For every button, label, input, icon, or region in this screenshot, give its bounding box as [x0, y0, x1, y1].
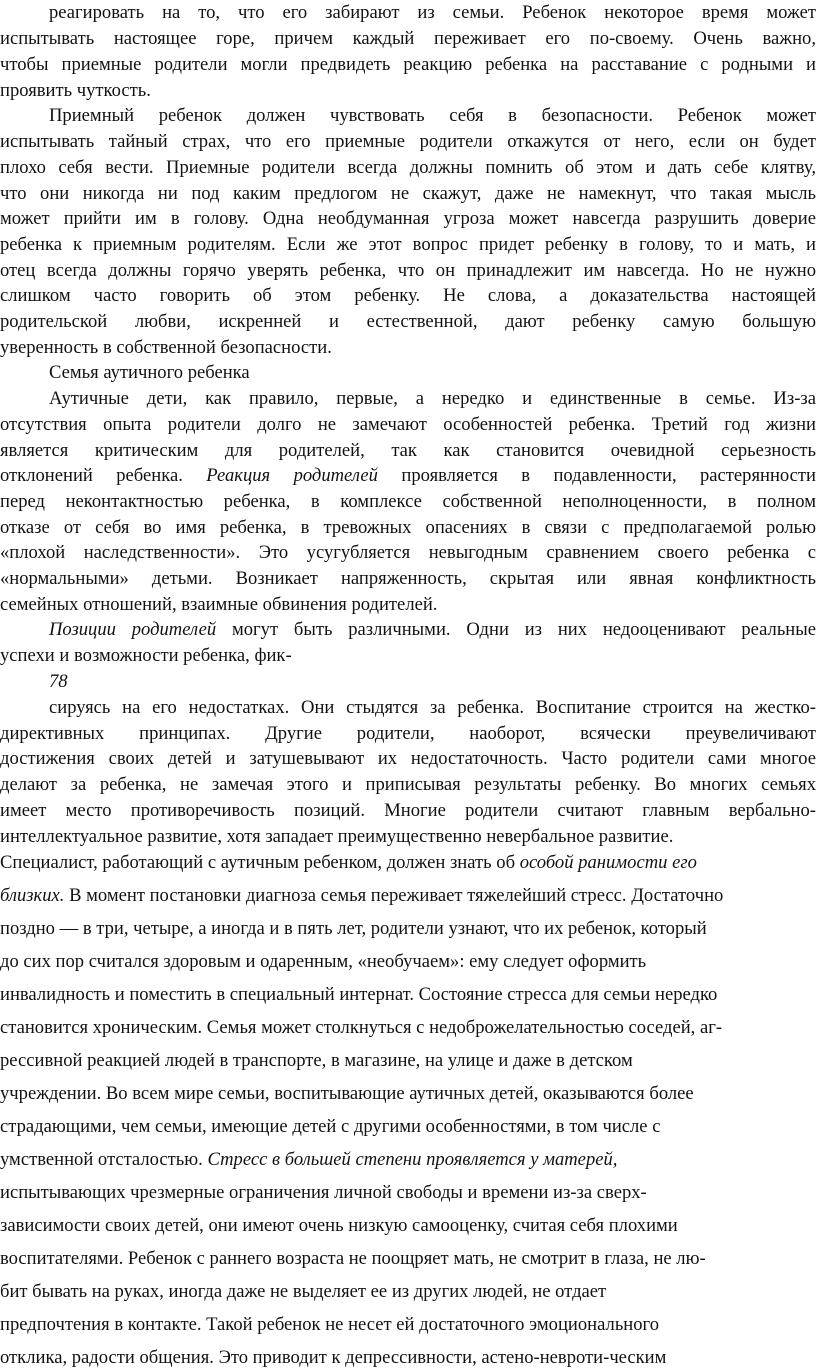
text-line: директивных принципах. Другие родители, наоборот, всячески преувеличивают	[0, 723, 816, 744]
text-line: бит бывать на руках, иногда даже не выделяет ее из других людей, не отдает	[0, 1281, 607, 1302]
text-line: Позиции родителей могут быть различными. Одни из них недооценивают реальные	[49, 619, 816, 640]
text-line: сируясь на его недостатках. Они стыдятся за ребенка. Воспитание строится на жестко-	[49, 697, 816, 718]
italic-term: Позиции родителей	[49, 619, 217, 640]
text-line: испытывающих чрезмерные ограничения личной свободы и времени из-за сверх-	[0, 1182, 647, 1203]
italic-term: Реакция родителей	[206, 465, 378, 486]
italic-term: близких.	[0, 885, 65, 906]
text-line: инвалидность и поместить в специальный интернат. Состояние стресса для семьи нередко	[0, 984, 718, 1005]
text-line: отклонений ребенка. Реакция родителей проявляется в подавленности, растерянности	[0, 465, 816, 486]
text-line: Аутичные дети, как правило, первые, а нередко и единственные в семье. Из-за	[49, 388, 816, 409]
text-line: плохо себя вести. Приемные родители всегда должны помнить об этом и дать себе клятву,	[0, 157, 816, 178]
text-line: ребенка к приемным родителям. Если же этот вопрос придет ребенку в голову, то и мать, и	[0, 234, 816, 255]
page-number: 78	[49, 671, 68, 692]
text-line: отсутствия опыта родители долго не замечают особенностей ребенка. Третий год жизни	[0, 414, 816, 435]
text-line: страдающими, чем семьи, имеющие детей с другими особенностями, в том числе с	[0, 1116, 661, 1137]
text-line: испытывать тайный страх, что его приемные родители откажутся от него, если он будет	[0, 131, 816, 152]
text-line: может прийти им в голову. Одна необдуманная угроза может навсегда разрушить доверие	[0, 208, 816, 229]
text-line: предпочтения в контакте. Такой ребенок не несет ей достаточного эмоционального	[0, 1314, 660, 1335]
section-heading: Семья аутичного ребенка	[49, 362, 250, 383]
text-line: до сих пор считался здоровым и одаренным, «необучаем»: ему следует оформить	[0, 951, 647, 972]
text-line: уверенность в собственной безопасности.	[0, 337, 332, 358]
text-line: Специалист, работающий с аутичным ребенком, должен знать об особой ранимости его	[0, 852, 697, 873]
text-line: слишком часто говорить об этом ребенку. Не слова, а доказательства настоящей	[0, 285, 816, 306]
text-line: рессивной реакцией людей в транспорте, в магазине, на улице и даже в детском	[0, 1050, 633, 1071]
text-line: чтобы приемные родители могли предвидеть реакцию ребенка на расставание с родными и	[0, 54, 816, 75]
text-line: становится хроническим. Семья может столкнуться с недоброжелательностью соседей, аг-	[0, 1017, 723, 1038]
text-line: отказе от себя во имя ребенка, в тревожных опасениях в связи с предполагаемой ролью	[0, 517, 816, 538]
text-line: интеллектуальное развитие, хотя западает преимущественно невербальное развитие.	[0, 826, 674, 847]
italic-term: Стресс в большей степени проявляется у матерей,	[207, 1149, 618, 1170]
text-line: перед неконтактностью ребенка, в комплексе собственной неполноценности, в полном	[0, 491, 816, 512]
text-line: близких. В момент постановки диагноза семья переживает тяжелейший стресс. Достаточно	[0, 885, 724, 906]
text-line: учреждении. Во всем мире семьи, воспитывающие аутичных детей, оказываются более	[0, 1083, 694, 1104]
text-line: родительской любви, искренней и естественной, дают ребенку самую большую	[0, 311, 816, 332]
text-line: семейных отношений, взаимные обвинения родителей.	[0, 594, 438, 615]
text-line: умственной отсталостью. Стресс в большей степени проявляется у матерей,	[0, 1149, 618, 1170]
text-line: достижения своих детей и затушевывают их недостаточность. Часто родители сами многое	[0, 748, 816, 769]
text-line: является критическим для родителей, так как становится очевидной серьезность	[0, 440, 816, 461]
text-line: зависимости своих детей, они имеют очень низкую самооценку, считая себя плохими	[0, 1215, 678, 1236]
text-line: проявить чуткость.	[0, 80, 151, 101]
text-line: «плохой наследственности». Это усугубляется невыгодным сравнением своего ребенка с	[0, 542, 816, 563]
text-line: имеет место противоречивость позиций. Многие родители считают главным вербально-	[0, 800, 816, 821]
italic-term: особой ранимости его	[519, 852, 697, 873]
text-line: Приемный ребенок должен чувствовать себя в безопасности. Ребенок может	[49, 105, 816, 126]
text-line: поздно — в три, четыре, а иногда и в пять лет, родители узнают, что их ребенок, который	[0, 918, 707, 939]
text-line: что они никогда ни под каким предлогом не скажут, даже не намекнут, что такая мысль	[0, 183, 816, 204]
text-line: делают за ребенка, не замечая этого и приписывая результаты ребенку. Во многих семьях	[0, 774, 816, 795]
text-line: успехи и возможности ребенка, фик-	[0, 645, 292, 666]
text-line: «нормальными» детьми. Возникает напряженность, скрытая или явная конфликтность	[0, 568, 816, 589]
text-line: отец всегда должны горячо уверять ребенка, что он принадлежит им навсегда. Но не нужно	[0, 260, 816, 281]
text-line: реагировать на то, что его забирают из семьи. Ребенок некоторое время может	[49, 2, 816, 23]
text-line: воспитателями. Ребенок с раннего возраста не поощряет мать, не смотрит в глаза, не лю-	[0, 1248, 706, 1269]
text-line: испытывать настоящее горе, причем каждый переживает его по-своему. Очень важно,	[0, 28, 816, 49]
text-line: отклика, радости общения. Это приводит к депрессивности, астено-невроти-ческим	[0, 1347, 667, 1368]
